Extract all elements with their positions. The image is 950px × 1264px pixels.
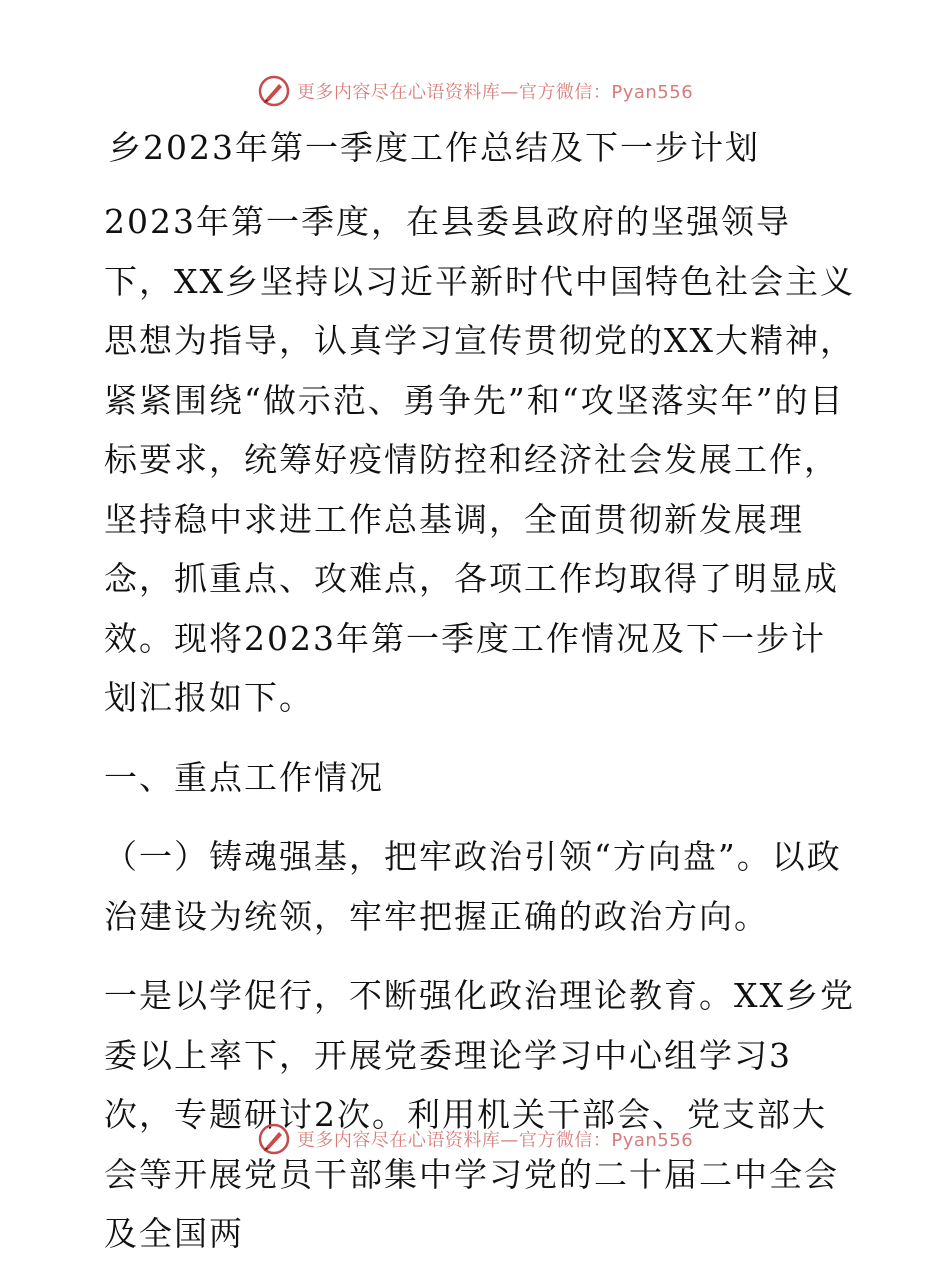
document-title: 乡2023年第一季度工作总结及下一步计划	[108, 128, 760, 167]
subsection-paragraph: （一）铸魂强基，把牢政治引领“方向盘”。以政治建设为统领，牢牢把握正确的政治方向。	[104, 837, 842, 936]
intro-paragraph: 2023年第一季度，在县委县政府的坚强领导下，XX乡坚持以习近平新时代中国特色社会主义思想为指导，认真学习宣传贯彻党的XX大精神，紧紧围绕“做示范、勇争先”和“攻坚落实年”的目标要求，统筹好疫情防控和经济社会发展工作，坚持稳中求进工作总基调，全面贯彻新发展理念，抓重点、攻难点，各项工作均取得了明显成效。现将2023年第一季度工作情况及下一步计划汇报如下。	[104, 202, 855, 717]
section-heading: 一、重点工作情况	[104, 757, 384, 797]
pen-logo-icon	[257, 1122, 291, 1156]
header-watermark	[0, 74, 950, 108]
watermark-text: 更多内容尽在心语资料库—官方微信：Pyan556	[296, 1130, 694, 1151]
document-page	[96, 120, 856, 1264]
watermark-text: 更多内容尽在心语资料库—官方微信：Pyan556	[296, 82, 694, 103]
point-paragraph: 一是以学促行，不断强化政治理论教育。XX乡党委以上率下，开展党委理论学习中心组学习3次，专题研讨2次。利用机关干部会、党支部大会等开展党员干部集中学习党的二十届二中全会及全国两	[104, 976, 855, 1253]
pen-logo-icon	[257, 74, 291, 108]
footer-watermark	[0, 1122, 950, 1156]
